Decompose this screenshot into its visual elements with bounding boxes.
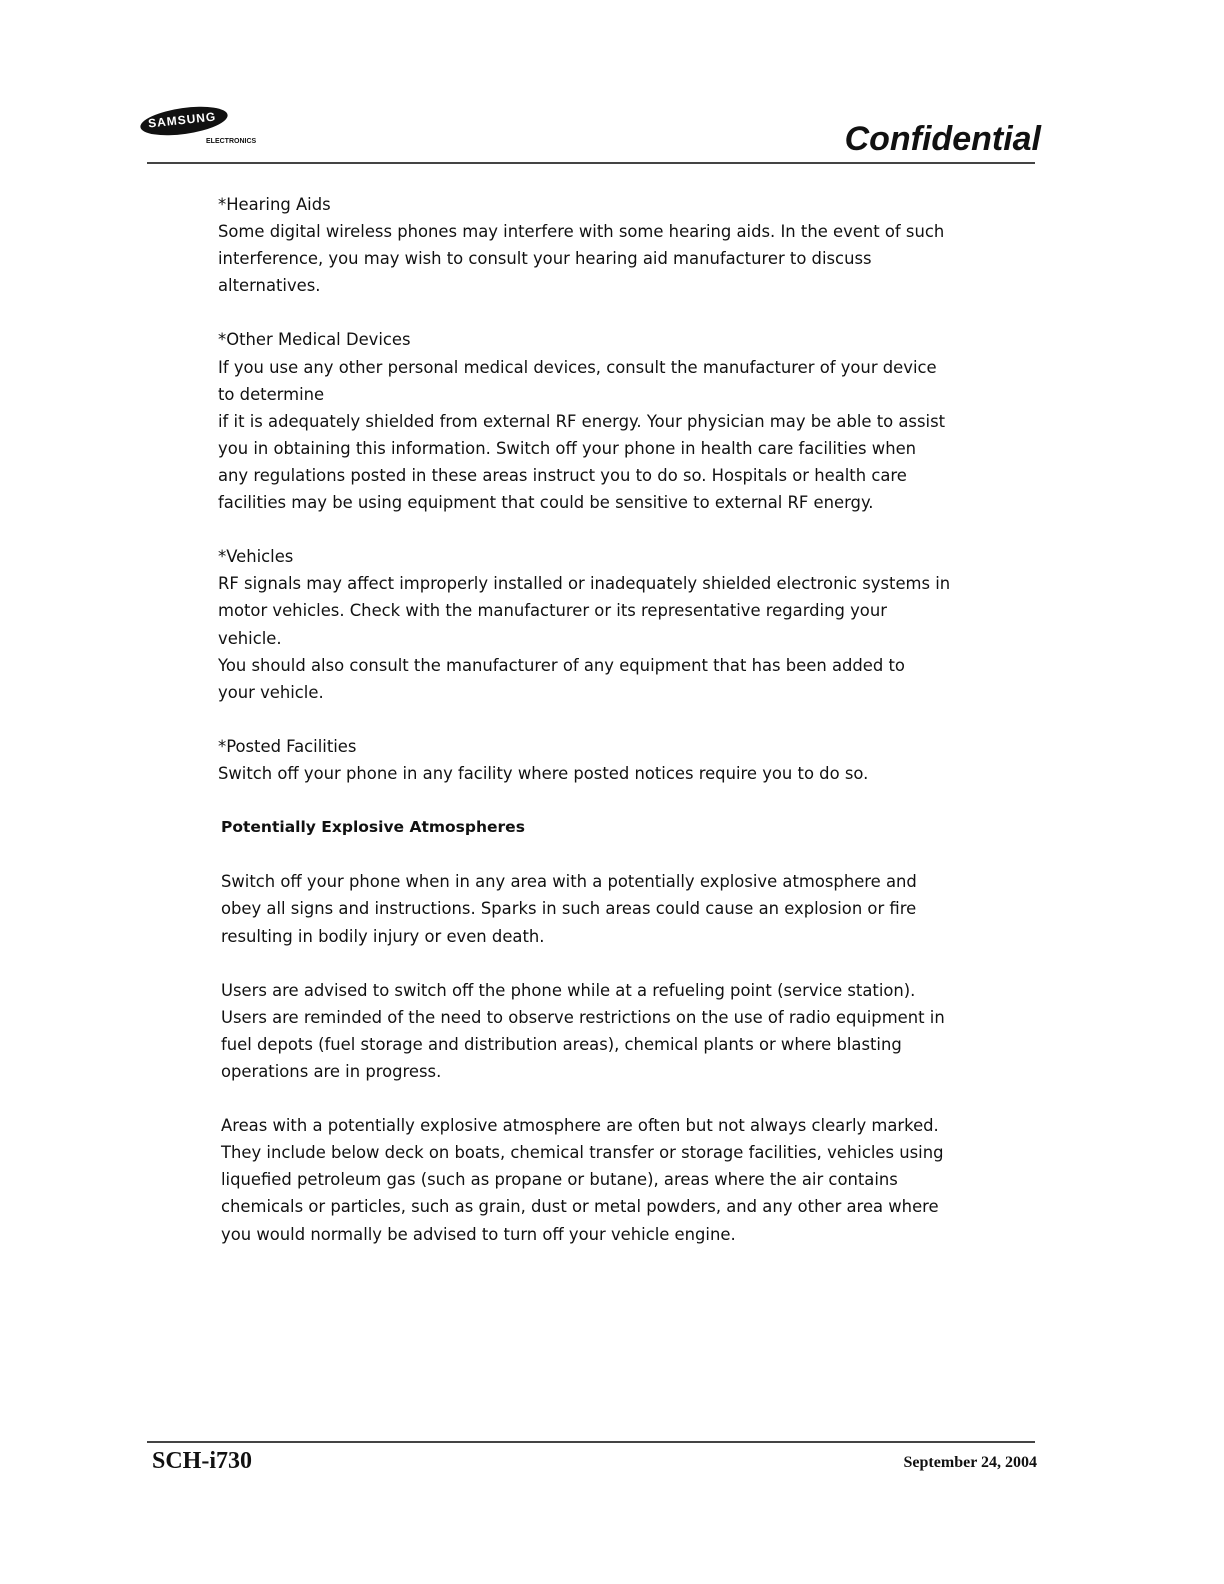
blank-line — [218, 706, 1018, 733]
confidential-label: Confidential — [844, 120, 1041, 158]
paragraph-line: your vehicle. — [218, 682, 324, 702]
paragraph-line: Users are advised to switch off the phone while at a refueling point (service station). — [221, 980, 916, 1000]
blank-line — [218, 1248, 1018, 1275]
document-body — [218, 191, 1018, 1275]
paragraph-line: any regulations posted in these areas instruct you to do so. Hospitals or health care — [218, 465, 907, 485]
section-title: *Posted Facilities — [218, 736, 357, 756]
paragraph-line: obey all signs and instructions. Sparks in such areas could cause an explosion or fire — [221, 899, 917, 919]
header-rule — [147, 162, 1035, 164]
section-title: *Other Medical Devices — [218, 330, 411, 350]
paragraph-line: Areas with a potentially explosive atmosphere are often but not always clearly marked. — [221, 1116, 939, 1136]
paragraph-line: Some digital wireless phones may interfere with some hearing aids. In the event of such — [218, 222, 945, 242]
paragraph-line: operations are in progress. — [221, 1062, 442, 1081]
paragraph-line: you in obtaining this information. Switch off your phone in health care facilities when — [218, 438, 917, 458]
paragraph-line: Switch off your phone when in any area with a potentially explosive atmosphere and — [221, 872, 917, 892]
paragraph-line: Switch off your phone in any facility where posted notices require you to do so. — [218, 763, 869, 783]
logo-text: SAMSUNG — [147, 109, 217, 131]
section-title: *Hearing Aids — [218, 195, 331, 214]
paragraph-line: if it is adequately shielded from external RF energy. Your physician may be able to assist — [218, 411, 946, 431]
paragraph-line: fuel depots (fuel storage and distribution areas), chemical plants or where blasting — [221, 1034, 902, 1054]
paragraph-line: RF signals may affect improperly installed or inadequately shielded electronic systems in — [218, 574, 951, 594]
logo-subtitle: ELECTRONICS — [206, 138, 257, 145]
paragraph-line: you would normally be advised to turn off your vehicle engine. — [221, 1224, 736, 1244]
paragraph-line: vehicle. — [218, 628, 282, 648]
blank-line — [218, 950, 1018, 977]
blank-line — [218, 299, 1018, 326]
paragraph-line: motor vehicles. Check with the manufacturer or its representative regarding your — [218, 601, 887, 621]
paragraph-line: facilities may be using equipment that could be sensitive to external RF energy. — [218, 493, 874, 513]
paragraph-line: alternatives. — [218, 276, 321, 296]
paragraph-line: chemicals or particles, such as grain, dust or metal powders, and any other area where — [221, 1197, 939, 1217]
blank-line — [218, 516, 1018, 543]
paragraph-line: You should also consult the manufacturer of any equipment that has been added to — [218, 655, 905, 675]
paragraph-line: to determine — [218, 384, 325, 404]
paragraph-line: resulting in bodily injury or even death. — [221, 926, 545, 946]
paragraph-line: If you use any other personal medical devices, consult the manufacturer of your device — [218, 357, 937, 377]
section-title: *Vehicles — [218, 547, 294, 567]
footer-model: SCH-i730 — [152, 1448, 253, 1474]
paragraph-line: Users are reminded of the need to observe restrictions on the use of radio equipment in — [221, 1007, 945, 1027]
blank-line — [218, 841, 1018, 868]
samsung-logo — [140, 108, 228, 138]
paragraph-line: liquefied petroleum gas (such as propane or butane), areas where the air contains — [221, 1170, 898, 1190]
blank-line — [218, 787, 1018, 814]
footer-date: September 24, 2004 — [903, 1454, 1037, 1471]
footer-rule — [147, 1441, 1035, 1443]
paragraph-line: They include below deck on boats, chemical transfer or storage facilities, vehicles using — [221, 1143, 944, 1163]
blank-line — [218, 1085, 1018, 1112]
section-heading: Potentially Explosive Atmospheres — [221, 818, 525, 837]
paragraph-line: interference, you may wish to consult your hearing aid manufacturer to discuss — [218, 249, 872, 269]
